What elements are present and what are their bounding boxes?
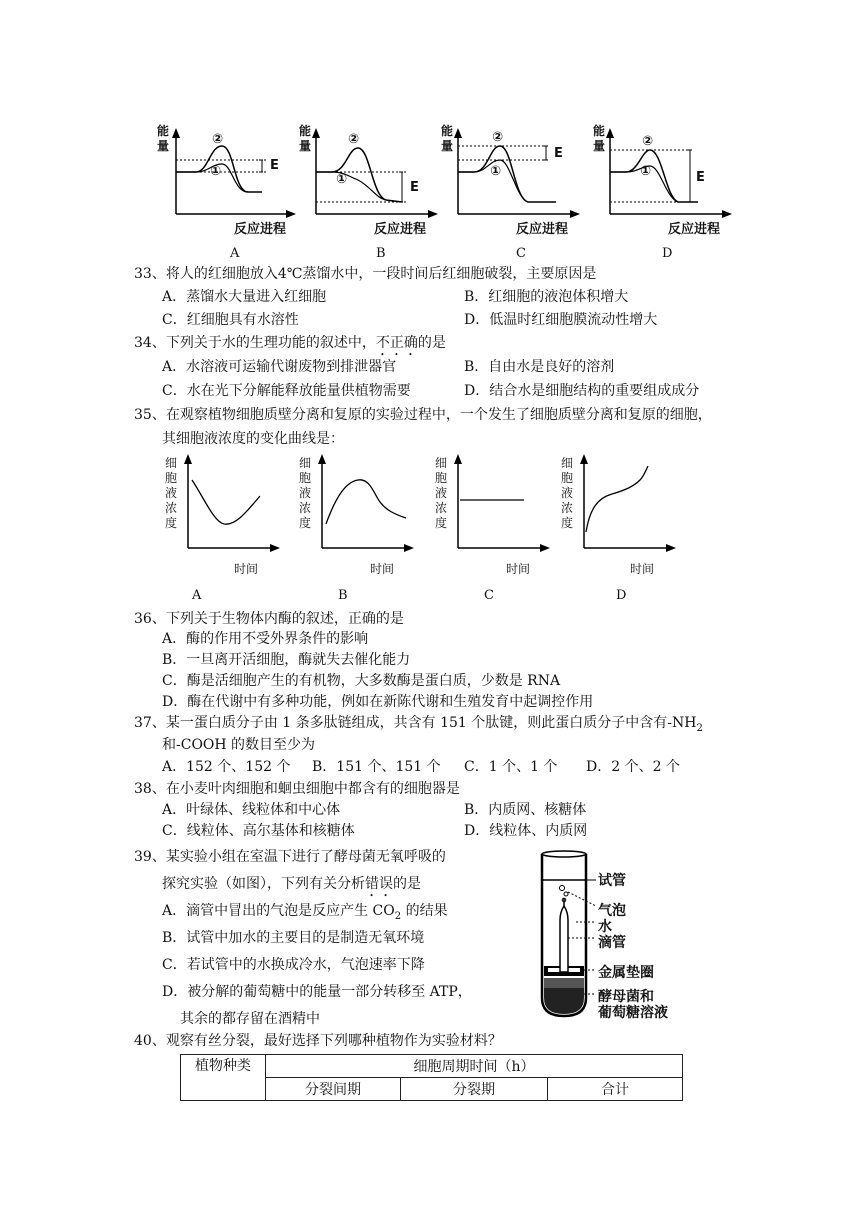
- graph-caption-b: B: [338, 588, 348, 603]
- marker-2: ②: [492, 130, 504, 145]
- marker-1: ①: [336, 172, 348, 187]
- q35-stem-line1: 35、在观察植物细胞质壁分离和复原的实验过程中，一个发生了细胞质壁分离和复原的细胞，: [134, 407, 712, 423]
- q39-option-b: B．试管中加水的主要目的是制造无氧环境: [162, 930, 425, 946]
- table-subheader-division: 分裂期: [401, 1078, 548, 1101]
- cell-cycle-table-grid: [180, 1054, 683, 1101]
- table-subheader-total: 合计: [548, 1078, 683, 1101]
- q39-option-a: [162, 900, 448, 928]
- q39-emphasis: 错误: [365, 876, 393, 892]
- concentration-graph-b: [298, 452, 428, 582]
- graph-ylabel: 细 胞 液 浓 度: [434, 456, 447, 530]
- q39-option-d-line2: 其余的都存留在酒精中: [180, 1011, 320, 1027]
- energy-xlabel: 反应进程: [516, 222, 569, 237]
- q38-option-d: D．线粒体、内质网: [464, 823, 588, 839]
- q36-option-b: B．一旦离开活细胞，酶就失去催化能力: [162, 652, 411, 668]
- energy-figure-b: [292, 120, 452, 260]
- graph-ylabel: 细 胞 液 浓 度: [164, 456, 177, 530]
- q39-option-a-end: 的结果: [401, 903, 448, 919]
- graph-plot-c: [434, 452, 564, 582]
- q36-stem: 36、下列关于生物体内酶的叙述，正确的是: [134, 611, 404, 627]
- tube-label: 试管: [598, 873, 626, 889]
- q33-option-d: D．低温时红细胞膜流动性增大: [464, 312, 658, 328]
- q33-option-c: C．红细胞具有水溶性: [162, 312, 299, 328]
- q39-stem-text: 探究实验（如图），下列有关分析: [162, 876, 365, 892]
- q34-option-a: A．水溶液可运输代谢废物到排泄器官: [162, 359, 397, 375]
- q39-stem-line1: 39、某实验小组在室温下进行了酵母菌无氧呼吸的: [134, 849, 446, 865]
- q37-option-c: C．1 个、1 个: [464, 759, 558, 775]
- marker-2: ②: [642, 134, 654, 149]
- q34-emphasis: 不正确: [375, 335, 418, 351]
- energy-ylabel: 能量: [440, 124, 453, 153]
- q33-option-a: A．蒸馏水大量进入红细胞: [162, 289, 327, 305]
- marker-1: ①: [490, 164, 502, 179]
- concentration-graph-a: [164, 452, 294, 582]
- graph-plot-d: [560, 452, 690, 582]
- q34-stem: [134, 332, 446, 359]
- bubble-label: 气泡: [598, 903, 626, 919]
- energy-ylabel: 能量: [156, 124, 169, 153]
- solution-label-line1: 酵母菌和: [598, 989, 654, 1005]
- q34-option-c: C．水在光下分解能释放能量供植物需要: [162, 383, 411, 399]
- q39-option-a-subscript: 2: [394, 910, 402, 922]
- q36-option-a: A．酶的作用不受外界条件的影响: [162, 631, 369, 647]
- energy-plot-b: [292, 120, 452, 260]
- graph-ylabel: 细 胞 液 浓 度: [560, 456, 573, 530]
- q39-stem-end: 的是: [393, 876, 421, 892]
- caption-b: B: [376, 246, 386, 261]
- caption-c: C: [516, 246, 526, 261]
- energy-xlabel: 反应进程: [374, 222, 427, 237]
- q37-option-b: B．151 个、151 个: [312, 759, 441, 775]
- q39-option-a-text: A．滴管中冒出的气泡是反应产生 CO: [162, 903, 395, 919]
- graph-caption-a: A: [192, 588, 202, 603]
- graph-xlabel: 时间: [506, 562, 531, 576]
- energy-xlabel: 反应进程: [668, 222, 721, 237]
- graph-caption-c: C: [484, 588, 494, 603]
- q34-option-b: B．自由水是良好的溶剂: [464, 359, 615, 375]
- solution-label-line2: 葡萄糖溶液: [598, 1005, 668, 1021]
- table-subheader-interphase: 分裂间期: [266, 1078, 401, 1101]
- energy-figure-a: [150, 120, 310, 260]
- marker-1: ①: [210, 164, 222, 179]
- marker-2: ②: [348, 132, 360, 147]
- q39-option-d-line1: D．被分解的葡萄糖中的能量一部分转移至 ATP，: [162, 984, 472, 1000]
- marker-1: ①: [640, 164, 652, 179]
- energy-e-label: E: [410, 180, 419, 195]
- q38-option-b: B．内质网、核糖体: [464, 802, 587, 818]
- energy-ylabel: 能量: [298, 124, 311, 153]
- caption-a: A: [230, 246, 240, 261]
- energy-plot-c: [434, 120, 594, 260]
- marker-2: ②: [212, 132, 224, 147]
- q39-stem-line2: [162, 873, 421, 900]
- q36-option-d: D．酶在代谢中有多种功能，例如在新陈代谢和生殖发育中起调控作用: [162, 694, 594, 710]
- concentration-graph-d: [560, 452, 690, 582]
- water-label: 水: [598, 919, 612, 935]
- caption-d: D: [662, 246, 673, 261]
- energy-e-label: E: [270, 158, 279, 173]
- q37-option-a: A．152 个、152 个: [162, 759, 291, 775]
- energy-e-label: E: [554, 146, 563, 161]
- energy-e-label: E: [696, 170, 705, 185]
- graph-xlabel: 时间: [370, 562, 395, 576]
- ring-label: 金属垫圈: [598, 965, 654, 981]
- energy-ylabel: 能量: [592, 124, 605, 153]
- q35-stem-line2: 其细胞液浓度的变化曲线是：: [162, 431, 344, 447]
- q33-stem: 33、将人的红细胞放入4℃蒸馏水中，一段时间后红细胞破裂，主要原因是: [134, 266, 597, 282]
- energy-plot-a: [150, 120, 310, 260]
- q34-stem-end: 的是: [417, 335, 446, 351]
- q37-subscript: 2: [696, 722, 703, 734]
- q38-option-c: C．线粒体、高尔基体和核糖体: [162, 823, 355, 839]
- q33-option-b: B．红细胞的液泡体积增大: [464, 289, 629, 305]
- q34-stem-text: 34、下列关于水的生理功能的叙述中，: [134, 335, 376, 351]
- table-header-species: 植物种类: [181, 1055, 266, 1101]
- graph-caption-d: D: [616, 588, 627, 603]
- graph-xlabel: 时间: [630, 562, 655, 576]
- energy-plot-d: [586, 120, 746, 260]
- energy-figure-c: [434, 120, 594, 260]
- q37-option-d: D．2 个、2 个: [586, 759, 680, 775]
- graph-xlabel: 时间: [234, 562, 259, 576]
- energy-figure-d: [586, 120, 746, 260]
- q40-stem: 40、观察有丝分裂，最好选择下列哪种植物作为实验材料？: [134, 1033, 502, 1049]
- concentration-graph-c: [434, 452, 564, 582]
- graph-ylabel: 细 胞 液 浓 度: [298, 456, 311, 530]
- graph-plot-b: [298, 452, 428, 582]
- dropper-label: 滴管: [598, 935, 626, 951]
- q39-option-c: C．若试管中的水换成冷水，气泡速率下降: [162, 957, 425, 973]
- graph-plot-a: [164, 452, 294, 582]
- q38-option-a: A．叶绿体、线粒体和中心体: [162, 802, 341, 818]
- q36-option-c: C．酶是活细胞产生的有机物，大多数酶是蛋白质，少数是 RNA: [162, 673, 561, 689]
- q38-stem: 38、在小麦叶肉细胞和蛔虫细胞中都含有的细胞器是: [134, 781, 460, 797]
- test-tube-figure: [520, 848, 700, 1023]
- q37-stem-text: 37、某一蛋白质分子由 1 条多肽链组成，共含有 151 个肽键，则此蛋白质分子中含有-NH: [134, 715, 697, 731]
- table-header-cycle: 细胞周期时间（h）: [266, 1055, 683, 1078]
- q37-stem-line2: 和-COOH 的数目至少为: [162, 737, 316, 753]
- energy-xlabel: 反应进程: [234, 222, 287, 237]
- cell-cycle-table: [180, 1054, 683, 1101]
- q34-option-d: D．结合水是细胞结构的重要组成成分: [464, 383, 700, 399]
